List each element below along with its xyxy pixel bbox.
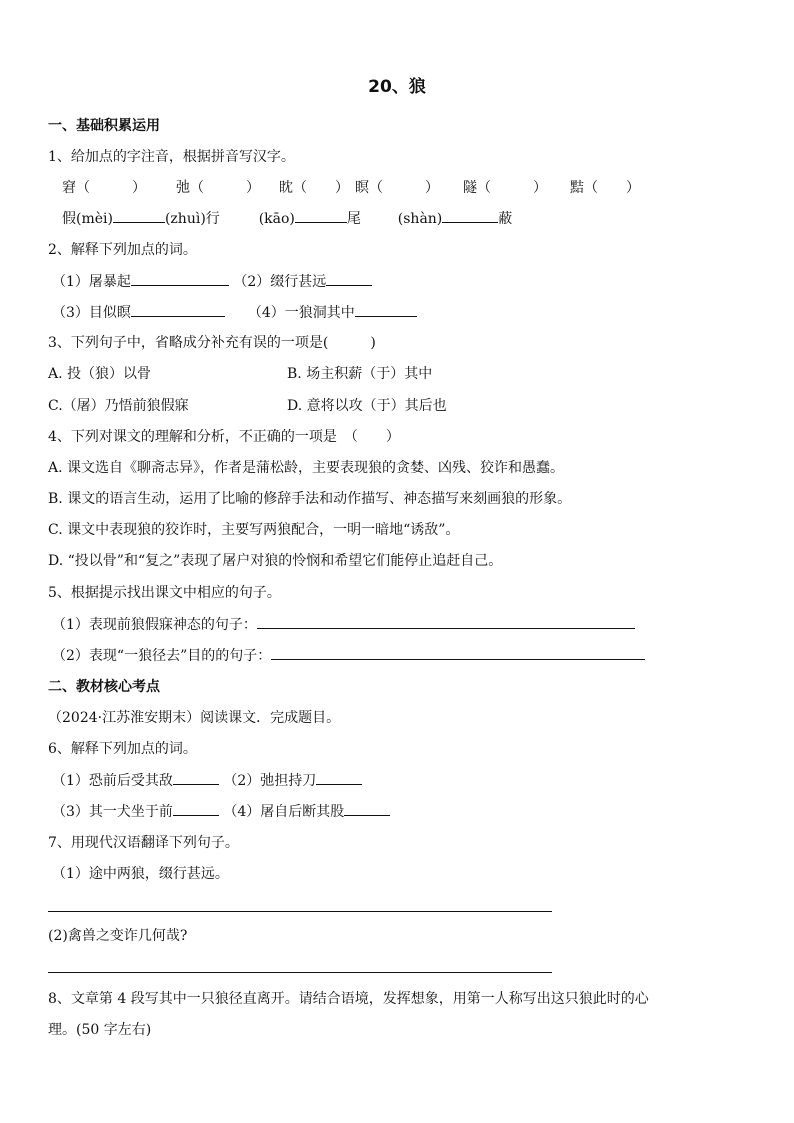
q3-stem: 3、下列句子中，省略成分补充有误的一项是( ) xyxy=(48,335,376,351)
q1-pinyin-2-pre: (kāo) xyxy=(258,211,295,227)
q1-stem: 1、给加点的字注音，根据拼音写汉字。 xyxy=(48,149,295,165)
q8-stem-line1: 8、文章第 4 段写其中一只狼径直离开。请结合语境，发挥想象，用第一人称写出这只狼此时的心 xyxy=(48,991,649,1007)
q3-option-b[interactable]: B. 场主积薪（于）其中 xyxy=(287,366,433,382)
q2-stem: 2、解释下列加点的词。 xyxy=(48,242,197,258)
q1-pinyin-3-pre: (shàn) xyxy=(397,211,443,227)
q6-answer-blank-3[interactable] xyxy=(173,801,219,816)
q2-item-1: （1）屠暴起 xyxy=(52,274,131,290)
q1-blank-chi[interactable]: 弛（ ） xyxy=(176,180,260,196)
section-heading-basics: 一、基础积累运用 xyxy=(48,118,160,134)
q1-blank-ming[interactable]: 瞑（ ） xyxy=(355,180,439,196)
q1-blank-jiong[interactable]: 窘（ ） xyxy=(62,180,146,196)
q4-option-d[interactable]: D. “投以骨”和“复之”表现了屠户对狼的怜悯和希望它们能停止追赶自己。 xyxy=(48,553,503,569)
q4-option-a[interactable]: A. 课文选自《聊斋志异》，作者是蒲松龄，主要表现狼的贪婪、凶残、狡诈和愚蠢。 xyxy=(48,460,565,476)
q2-answer-blank-1[interactable] xyxy=(131,271,229,286)
q3-option-a[interactable]: A. 投（狼）以骨 xyxy=(48,366,152,382)
q6-item-2: （2）弛担持刀 xyxy=(223,773,317,789)
q7-answer-line-1[interactable] xyxy=(48,911,552,912)
q6-answer-blank-1[interactable] xyxy=(173,770,219,785)
q2-answer-blank-4[interactable] xyxy=(355,302,417,317)
q1-answer-blank-2[interactable] xyxy=(295,208,347,223)
q1-pinyin-row xyxy=(62,208,512,229)
section2-intro: （2024·江苏淮安期末）阅读课文．完成题目。 xyxy=(48,710,341,726)
q4-option-c[interactable]: C. 课文中表现狼的狡诈时，主要写两狼配合，一明一暗地“诱敌”。 xyxy=(48,522,460,538)
q1-blank-sui[interactable]: 隧（ ） xyxy=(463,180,547,196)
q5-stem: 5、根据提示找出课文中相应的句子。 xyxy=(48,585,281,601)
q6-item-4: （4）屠自后断其股 xyxy=(223,804,345,820)
q2-row2 xyxy=(52,302,417,323)
q4-option-b[interactable]: B. 课文的语言生动，运用了比喻的修辞手法和动作描写、神态描写来刻画狼的形象。 xyxy=(48,491,572,507)
q5-item-1: （1）表现前狼假寐神态的句子： xyxy=(52,617,257,633)
q7-item-2: (2)禽兽之变诈几何哉? xyxy=(48,928,188,944)
q1-pinyin-1-pre: 假(mèi) xyxy=(62,211,113,227)
q6-answer-blank-2[interactable] xyxy=(316,770,362,785)
q3-option-c[interactable]: C.（屠）乃悟前狼假寐 xyxy=(48,398,189,414)
q2-answer-blank-3[interactable] xyxy=(131,302,225,317)
q6-item-1: （1）恐前后受其敌 xyxy=(52,773,173,789)
section-heading-core: 二、教材核心考点 xyxy=(48,679,160,695)
q2-item-3: （3）目似瞑 xyxy=(52,305,131,321)
q1-pinyin-2-post: 尾 xyxy=(346,211,361,227)
q7-stem: 7、用现代汉语翻译下列句子。 xyxy=(48,835,239,851)
q2-item-4: （4）一狼洞其中 xyxy=(247,305,355,321)
q2-item-2: （2）缀行甚远 xyxy=(233,274,327,290)
q2-row1 xyxy=(52,271,372,292)
q8-stem-line2: 理。(50 字左右) xyxy=(48,1022,152,1038)
q1-pinyin-1-post: (zhuì)行 xyxy=(164,211,220,227)
q1-answer-blank-3[interactable] xyxy=(442,208,498,223)
q7-item-1: （1）途中两狼，缀行甚远。 xyxy=(52,866,229,882)
q6-row2 xyxy=(52,801,390,822)
q6-row1 xyxy=(52,770,362,791)
q6-answer-blank-4[interactable] xyxy=(344,801,390,816)
q1-blank-dan[interactable]: 眈（ ） xyxy=(279,180,349,196)
q5-row1 xyxy=(52,614,635,635)
q2-answer-blank-2[interactable] xyxy=(326,271,372,286)
q1-pinyin-3-post: 蔽 xyxy=(498,211,513,227)
q3-option-d[interactable]: D. 意将以攻（于）其后也 xyxy=(287,398,447,414)
q7-answer-line-2[interactable] xyxy=(48,972,552,973)
q1-answer-blank-1[interactable] xyxy=(113,208,165,223)
q4-stem: 4、下列对课文的理解和分析，不正确的一项是 （ ） xyxy=(48,429,400,445)
q6-stem: 6、解释下列加点的词。 xyxy=(48,741,197,757)
q1-blank-xia[interactable]: 黠（ ） xyxy=(570,180,640,196)
q5-answer-blank-2[interactable] xyxy=(271,645,645,660)
page-title: 20、狼 xyxy=(368,77,426,97)
q5-item-2: （2）表现“一狼径去”目的的句子： xyxy=(52,648,272,664)
q5-answer-blank-1[interactable] xyxy=(257,614,635,629)
q5-row2 xyxy=(52,645,645,666)
q6-item-3: （3）其一犬坐于前 xyxy=(52,804,173,820)
